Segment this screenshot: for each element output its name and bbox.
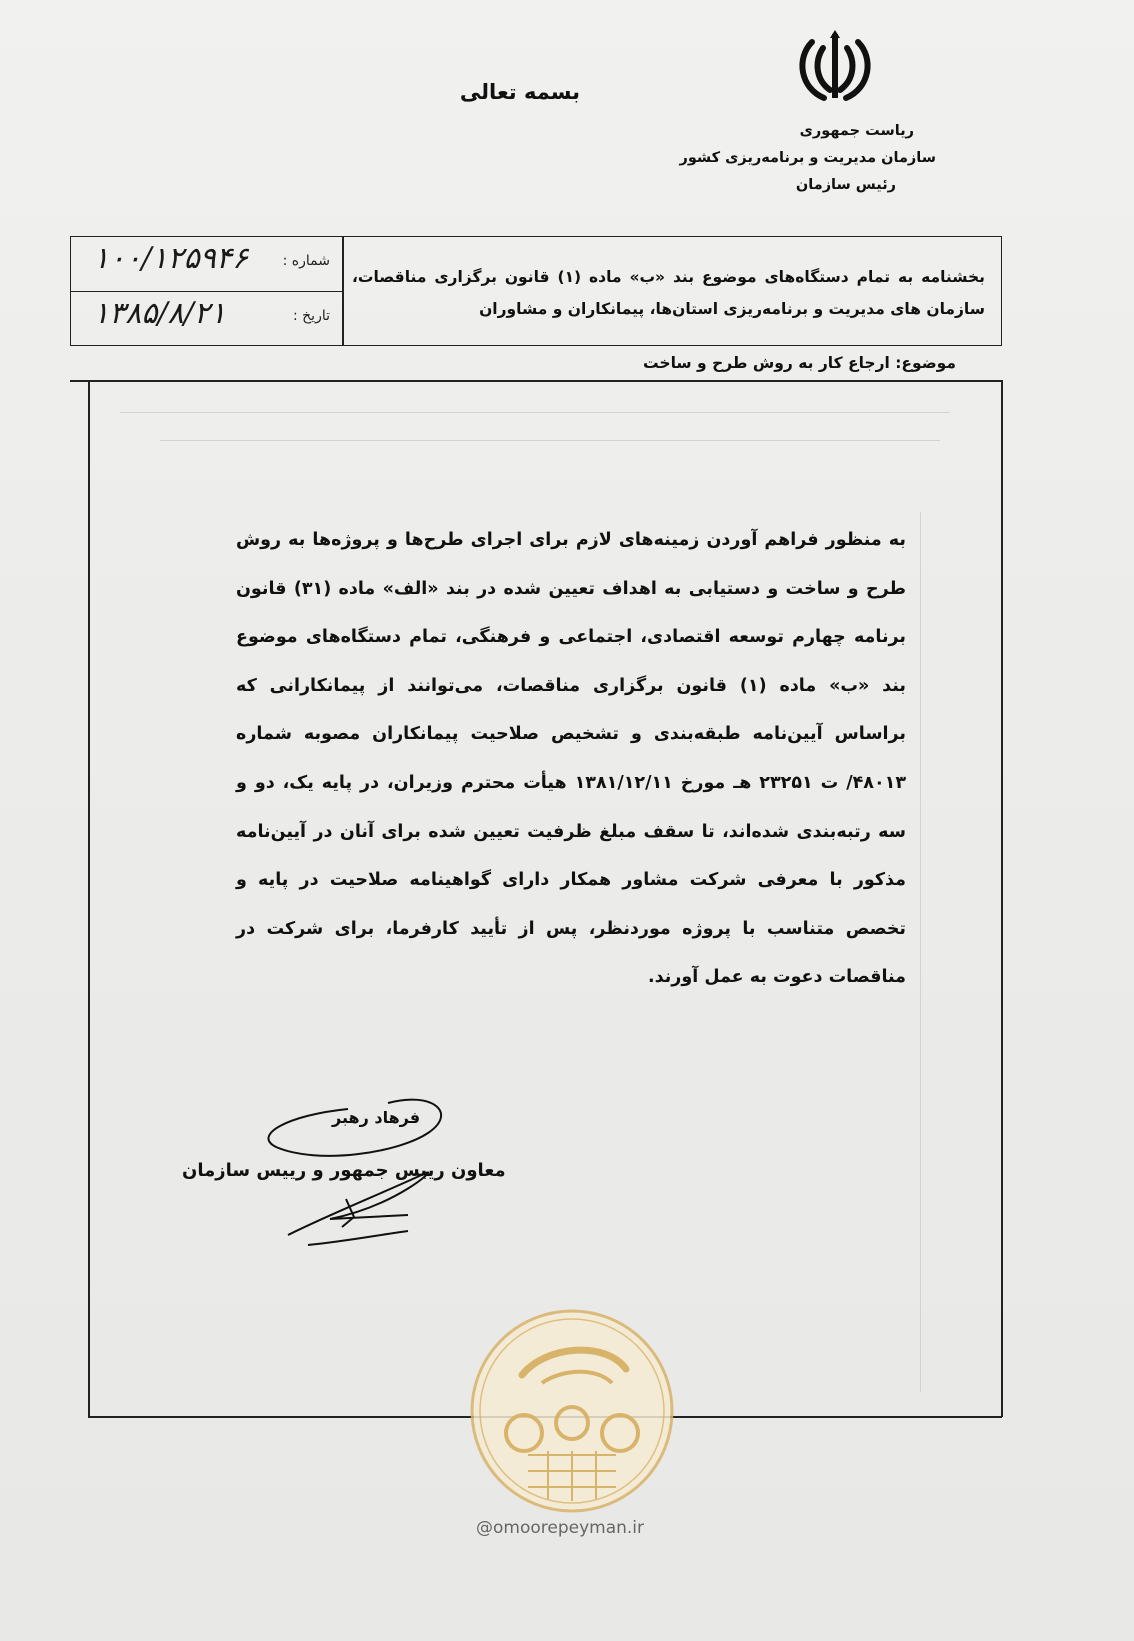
- signer-title: معاون رییس جمهور و رییس سازمان: [182, 1160, 506, 1181]
- subject-divider: [70, 380, 1002, 382]
- signer-name: فرهاد رهبر: [332, 1108, 421, 1127]
- letter-header-box: [70, 236, 1002, 346]
- frame-border-left: [88, 380, 90, 1417]
- date-value: ۱۳۸۵/۸/۲۱: [93, 296, 227, 331]
- letter-body: به منظور فراهم آوردن زمینه‌های لازم برای اجرای طرح‌ها و پروژه‌ها به روش طرح و ساخت و دستیابی به اهداف تعیین شده در بند «الف» ماده (۳۱) قانون برنامه چهارم توسعه اقتصادی، اجتماعی و فرهنگی، تمام دستگاه‌های موضوع بند «ب» ماده (۱) قانون برگزاری مناقصات، می‌توانند از پیمانکارانی که براساس آیین‌نامه طبقه‌بندی و تشخیص صلاحیت پیمانکاران مصوبه شماره ۴۸۰۱۳/ ت ۲۳۲۵۱ هـ مورخ ۱۳۸۱/۱۲/۱۱ هیأت محترم وزیران، در پایه یک، دو و سه رتبه‌بندی شده‌اند، تا سقف مبلغ ظرفیت تعیین شده برای آنان در آیین‌نامه مذکور با معرفی شرکت مشاور همکار دارای گواهینامه صلاحیت در پایه و تخصص متناسب با پروژه موردنظر، پس از تأیید کارفرما، برای شرکت در مناقصات دعوت به عمل آورند.: [236, 530, 907, 988]
- org-line-organization: سازمان مدیریت و برنامه‌ریزی کشور: [679, 150, 936, 166]
- website-watermark: [476, 1518, 644, 1538]
- omoorepeyman-stamp-logo: [466, 1305, 678, 1517]
- website-text: omoorepeyman.ir: [493, 1518, 645, 1538]
- background-line: [120, 412, 950, 413]
- addressee-text: بخشنامه به تمام دستگاه‌های موضوع بند «ب» ماده (۱) قانون برگزاری مناقصات، سازمان های مدیریت و برنامه‌ریزی استان‌ها، پیمانکاران و مشاوران: [352, 268, 985, 318]
- subject-line: موضوع: ارجاع کار به روش طرح و ساخت: [643, 354, 956, 372]
- number-value: ۱۰۰/۱۲۵۹۴۶: [93, 241, 249, 276]
- iran-emblem-icon: [790, 28, 880, 108]
- org-block: [606, 118, 936, 199]
- org-line-presidency: ریاست جمهوری: [799, 123, 914, 139]
- handwritten-signature-icon: [258, 1095, 468, 1250]
- date-label: تاریخ :: [292, 308, 330, 324]
- date-row: [71, 292, 344, 347]
- number-label: شماره :: [282, 253, 330, 269]
- org-line-head: رئیس سازمان: [795, 177, 896, 193]
- besmeh-text: بسمه تعالی: [459, 80, 581, 104]
- background-line: [920, 512, 921, 1392]
- frame-border-right: [1001, 380, 1003, 1417]
- reference-block: [71, 237, 344, 345]
- at-icon: @: [476, 1518, 493, 1538]
- number-row: [71, 237, 344, 292]
- background-line: [160, 440, 940, 441]
